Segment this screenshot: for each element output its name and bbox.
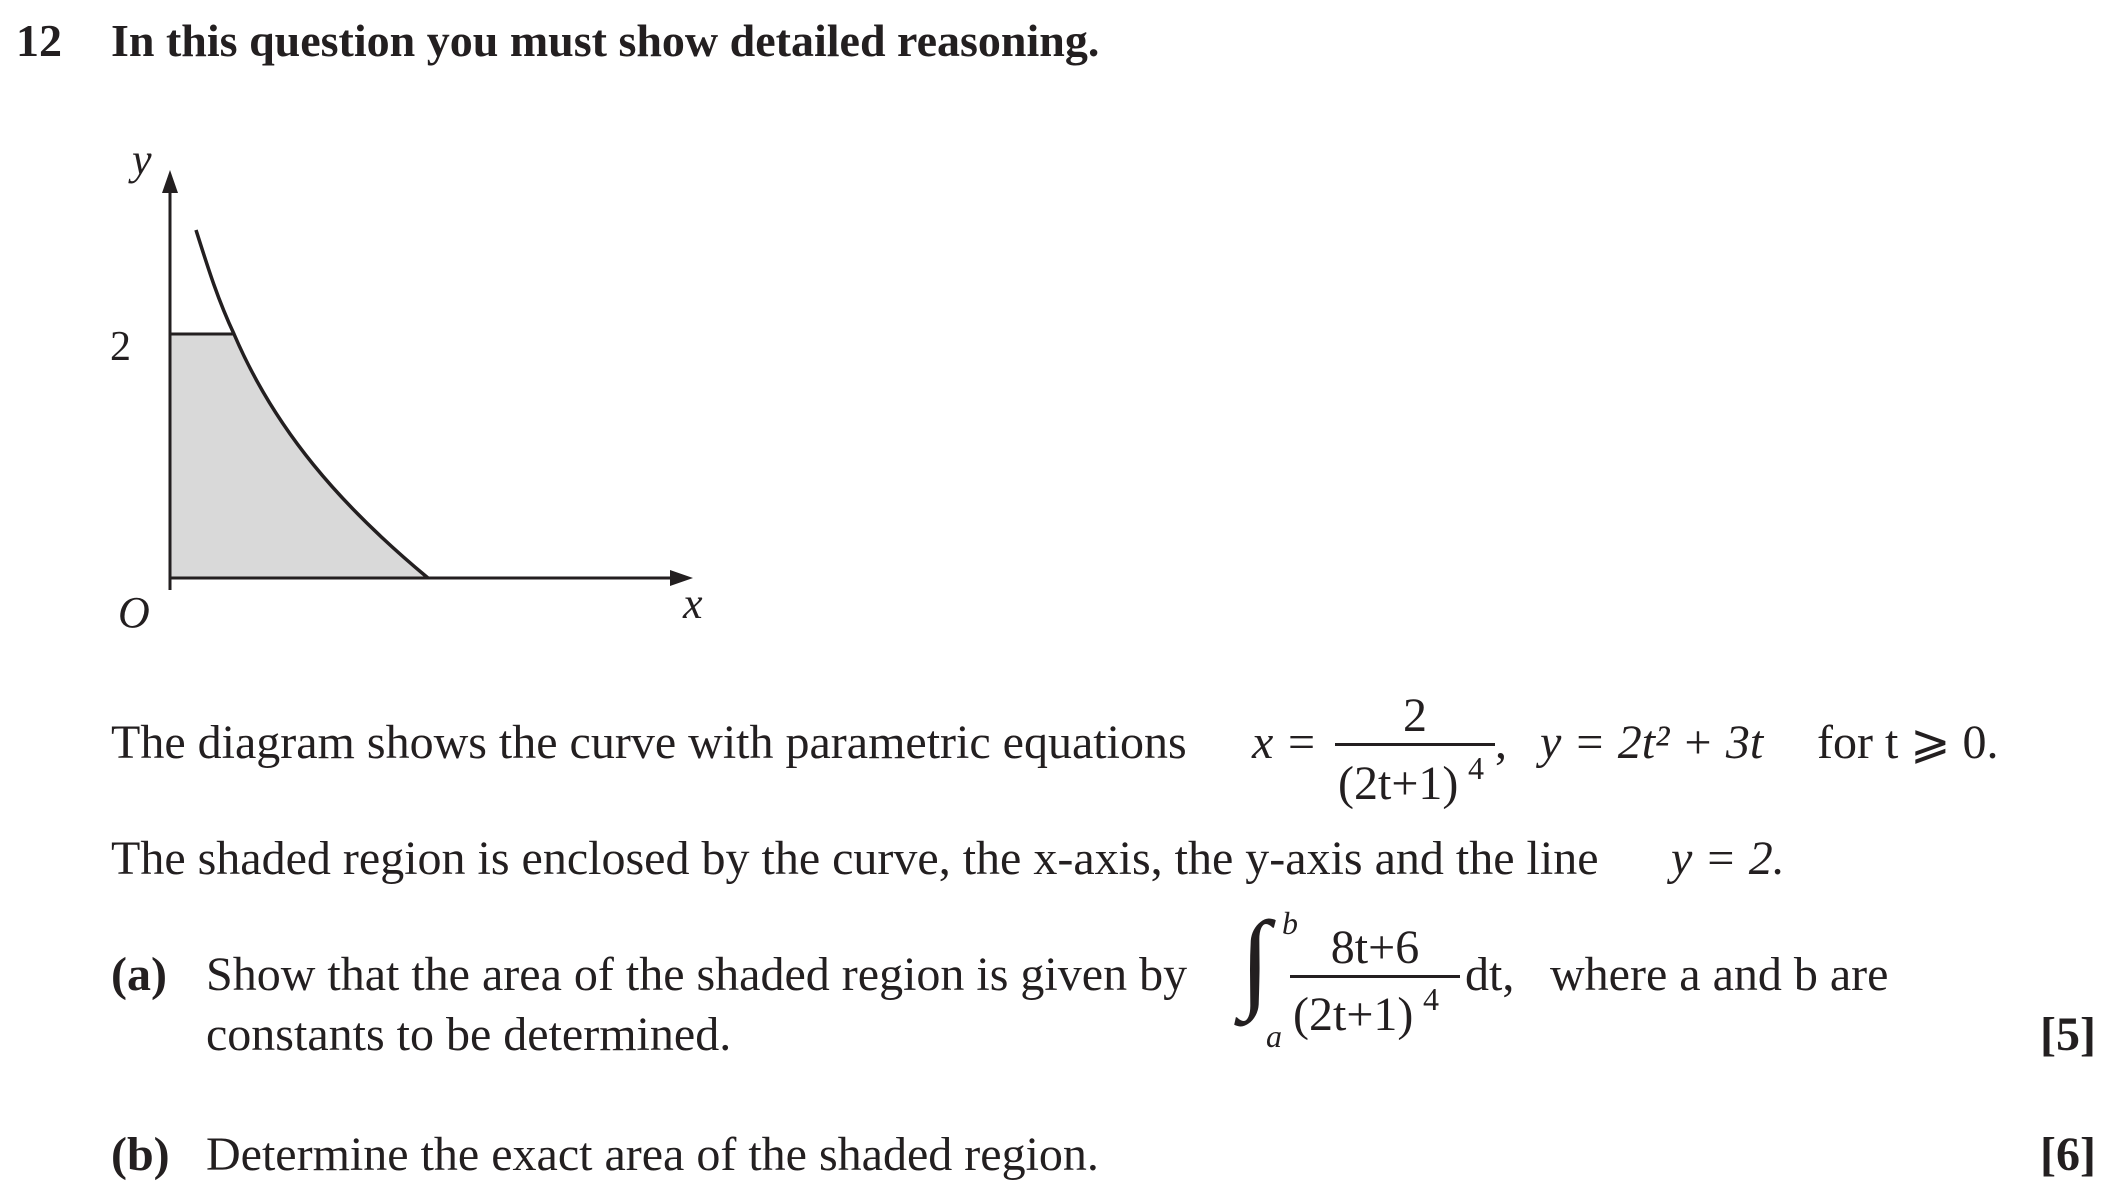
part-a-label: (a) bbox=[111, 948, 167, 1001]
description-line2: The shaded region is enclosed by the curve, the x-axis, the y-axis and the line bbox=[111, 832, 1599, 885]
part-a-text-tail: where a and b are bbox=[1550, 948, 1889, 1001]
origin-label: O bbox=[118, 588, 150, 637]
integral-sign: ∫ bbox=[1240, 899, 1271, 1021]
integrand-denominator-exponent: 4 bbox=[1423, 981, 1439, 1017]
integrand-denominator: (2t+1) bbox=[1293, 988, 1414, 1041]
shaded-region bbox=[170, 334, 428, 578]
integral-upper-limit: b bbox=[1282, 905, 1298, 941]
x-fraction-bar bbox=[1335, 743, 1495, 746]
x-denominator-exponent: 4 bbox=[1468, 750, 1484, 786]
part-a-text-lead: Show that the area of the shaded region is given by bbox=[206, 948, 1188, 1001]
x-numerator: 2 bbox=[1403, 689, 1427, 742]
part-a-text-line2: constants to be determined. bbox=[206, 1008, 732, 1061]
t-condition: for t ⩾ 0. bbox=[1817, 716, 1999, 769]
equals-sign: = bbox=[1288, 716, 1316, 769]
line-y-equals-2: y = 2. bbox=[1671, 832, 1785, 885]
x-variable: x bbox=[1252, 716, 1274, 769]
integrand-fraction-bar bbox=[1290, 975, 1460, 978]
curve-diagram bbox=[100, 130, 720, 650]
x-axis-label: x bbox=[683, 579, 703, 628]
part-b-marks: [6] bbox=[2040, 1128, 2096, 1181]
y-equation: y = 2t² + 3t bbox=[1540, 716, 1764, 769]
question-heading: In this question you must show detailed reasoning. bbox=[111, 15, 1100, 66]
comma: , bbox=[1495, 716, 1507, 769]
x-denominator: (2t+1) bbox=[1338, 757, 1459, 810]
part-b-text: Determine the exact area of the shaded region. bbox=[206, 1128, 1099, 1181]
differential: dt, bbox=[1465, 948, 1515, 1001]
description-line1-lead: The diagram shows the curve with parametric equations bbox=[111, 716, 1187, 769]
y-axis-arrowhead bbox=[162, 170, 178, 193]
y-axis-label: y bbox=[132, 135, 152, 184]
integral-lower-limit: a bbox=[1266, 1018, 1282, 1054]
part-b-label: (b) bbox=[111, 1128, 170, 1181]
question-number: 12 bbox=[16, 15, 62, 66]
part-a-marks: [5] bbox=[2040, 1008, 2096, 1061]
integrand-numerator: 8t+6 bbox=[1330, 921, 1420, 974]
y-tick-label-2: 2 bbox=[110, 324, 131, 370]
